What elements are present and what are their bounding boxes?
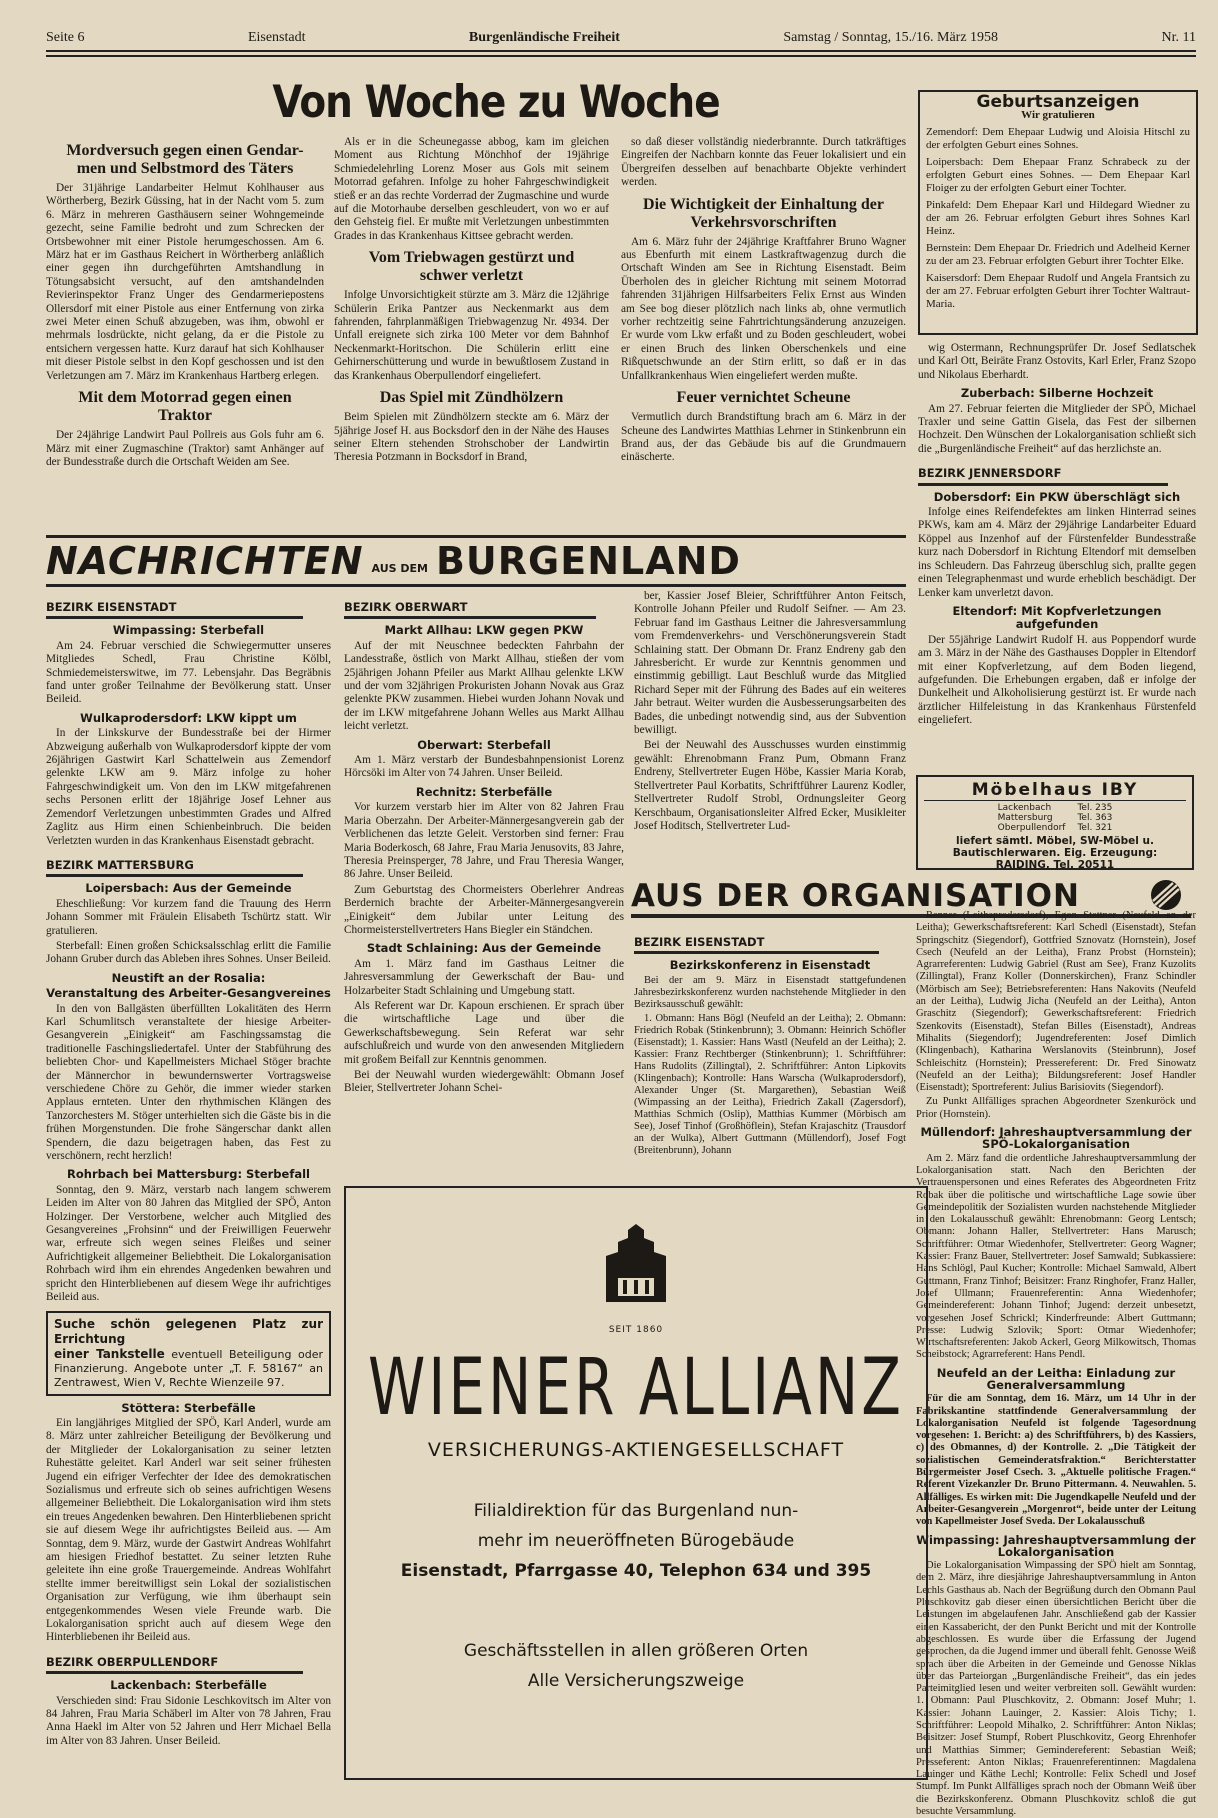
article-text: Der 55jährige Landwirt Rudolf H. aus Poppendorf wurde am 3. März in der Nähe des Gasthauses Doppler in Eltendorf mit einer Kopfverletzung, auf dem Boden liegend, aufgefunden. Die Erhebungen ergaben, daß er infolge der Dunkelheit und Alkoholisierung gestürzt ist. Er wurde nach ärztlicher Hilfeleistung in das Krankenhaus Fürstenfeld eingeliefert. xyxy=(918,633,1196,727)
column-3 xyxy=(621,136,906,531)
article-headline: Dobersdorf: Ein PKW überschlägt sich xyxy=(933,489,1181,504)
announcement: Pinkafeld: Dem Ehepaar Karl und Hildegard Wiedner zu der am 26. Februar erfolgten Geburt ihres Sohnes Karl Heinz. xyxy=(926,199,1190,237)
article-text: wig Ostermann, Rechnungsprüfer Dr. Josef Sedlatschek und Karl Ott, Beiräte Franz Ostovits, Karl Erler, Franz Szopo und Nikolaus Eberhardt. xyxy=(918,342,1196,381)
article-text: Als er in die Scheunegasse abbog, kam im gleichen Moment aus Richtung Mönchhof der 19jährige Schmiedelehrling Lorenz Moser aus Gols mit seinem Motorrad gefahren. Infolge zu hoher Fahrgeschwindigkeit stieß er an das rechte Vorderrad der Zugmaschine und wurde auf die Motorhaube derselben geschleudert, von wo er auf den Gehsteig fiel. Er mußte mit Verletzungen unbestimmten Grades in das Krankenhaus Kittsee gebracht werden. xyxy=(334,136,609,242)
district-heading: BEZIRK OBERPULLENDORF xyxy=(46,1653,303,1674)
district-heading: BEZIRK EISENSTADT xyxy=(46,598,303,619)
article-text: Am 2. März fand die ordentliche Jahreshauptversammlung der Lokalorganisation statt. Nach den Berichten der Vertrauenspersonen und eines Referates des Abgeordneten Fritz Robak über die politische und wirtschaftliche Lage sowie über Gemeindepolitik der Sozialisten wurden nachstehende Mitglieder in den Lokalausschuß gewählt: Ehrenobmann: Georg Lentsch; Obmann: Johann Haller, Stellvertreter: Hans Marusch; Schriftführer: Otmar Wiedenhofer, Stellvertreter: Georg Wagner; Kassier: Franz Bauer, Stellvertreter: Josef Samwald; Subkassiere: Hans Schlögl, Paul Kucher; Kontrolle: Michael Samwald, Albert Guttmann, Franz Tinhof; Beisitzer: Franz Ringhofer, Franz Haller, Josef Ullmann; Frauenreferentin: Anna Wiedenhofer; Gemeindereferent: Johann Tinhof; Jugend: derzeit unbesetzt, vorgesehen Josef Schrickl; Kinderfreunde: Albert Guttmann; Presse: Ludwig Szlovik; Sport: Otmar Wiedenhofer; Wirtschaftsreferenten: Jakob Ackerl, Georg Milkowitsch, Thomas Scheibstock; Agrarreferent: Hans Pendl. xyxy=(916,1152,1196,1361)
article-headline: Das Spiel mit Zündhölzern xyxy=(379,389,564,407)
furniture-ad-title: Möbelhaus IBY xyxy=(924,780,1186,801)
article-headline: Neufeld an der Leitha: Einladung zur Generalversammlung xyxy=(936,1365,1176,1392)
column-4 xyxy=(918,342,1196,767)
issue-date: Samstag / Sonntag, 15./16. März 1958 xyxy=(783,30,999,45)
newspaper-page xyxy=(46,30,1196,1818)
article-text: Der 24jährige Landwirt Paul Pollreis aus Gols fuhr am 6. März mit einer Zugmaschine (Traktor) samt Anhänger auf der Bundesstraße durch die Ortschaft Weiden am See. xyxy=(46,429,324,468)
district-heading: BEZIRK EISENSTADT xyxy=(634,933,879,954)
insurance-ad xyxy=(344,1186,928,1780)
article-text: Am 1. März verstarb der Bundesbahnpensionist Lorenz Hörcsöki im Alter von 74 Jahren. Unser Beileid. xyxy=(344,754,624,780)
column-1 xyxy=(46,136,324,531)
article-headline: Stöttera: Sterbefälle xyxy=(121,1400,256,1415)
issue-number: Nr. 11 xyxy=(1161,30,1196,45)
article-headline: Oberwart: Sterbefall xyxy=(417,737,551,752)
ad-line: Geschäftsstellen in allen größeren Orten xyxy=(463,1641,809,1661)
article-text: Die Lokalorganisation Wimpassing der SPÖ hielt am Sonntag, dem 2. März, ihre diesjährige Jahreshauptversammlung in Anton Lechls Gasthaus ab. Nach der Begrüßung durch den Obmann Paul Pluschkovitz gab dieser einen übersichtlichen Bericht über die Leistungen im abgelaufenen Jahr. Anschließend gab der Kassier einen Kassabericht, der den Punkt Bericht und mit der Kontrolle abgeschlossen. Es wurde über die Erfassung der Jugend gesprochen, da die Jugend immer und überall fehlt. Genosse Weiß sprach über die Arbeiten in der Gemeinde und Genosse Niklas über das Parteiorgan „Burgenländische Freiheit“, das ein jedes Parteimitglied lesen und weiter verbreiten soll. Gewählt wurden: 1. Obmann: Paul Pluschkovitz, 2. Obmann: Josef Muhr; 1. Kassier: Johann Lauinger, 2. Kassier: Alois Tichy; 1. Schriftführer: Leopold Mihalko, 2. Schriftführer: Anton Niklas; Beisitzer: Josef Stumpf, Robert Pluschkovitz, Georg Ehrenhofer und Matthias Simmer; Gemindereferent: Sebastian Weiß; Presseferent: Anton Niklas; Frauenreferentinnen: Magdalena Lauinger und Käthe Lechl; Kontrolle: Felix Schedl und Josef Stumpf. Im Punkt Allfälliges sprach noch der Obmann Weiß über die Bezirkskonferenz. Obmann Pluschkovitz schloß die gut besuchte Versammlung. xyxy=(916,1560,1196,1818)
page-number: Seite 6 xyxy=(46,30,85,45)
article-headline: Wimpassing: Sterbefall xyxy=(112,623,265,638)
birth-announcements-subtitle: Wir gratulieren xyxy=(1021,109,1095,121)
article-headline: Markt Allhau: LKW gegen PKW xyxy=(384,623,584,638)
column-b xyxy=(344,590,624,1180)
article-text: Der 31jährige Landarbeiter Helmut Kohlhauser aus Wörtherberg, Bezirk Güssing, hat in der Nacht vom 5. zum 6. März in mehreren Gasthäusern seiner Wohngemeinde gezecht, seine Familie bedroht und zum Schrecken der Ortsbewohner mit einer Pistole herumgeschossen. Am 6. März hat er im Gasthaus Reichert in Wörtherberg anläßlich einer gegen ihn durchgeführten Amtshandlung in Tötungsabsicht versucht, auf den amtshandelnden Revierinspektor Franz Unger des Gendarmeriepostens Ollersdorf mit einer Pistole aus einer Entfernung von zirka zwei Meter einen Schuß abzugeben, was ihm, obwohl er mehrmals losdrückte, nicht gelang, da er die Pistole zu entsichern vergessen hatte. Kurz darauf hat sich Kohlhauser mit dieser Pistole selbst in den Kopf geschossen und ist den Verletzungen am 7. März im Krankenhaus Hartberg erlegen. xyxy=(46,182,324,382)
article-text: Renner (Leithaprodersdorf), Egon Stettner (Neufeld an der Leitha); Gewerkschaftsreferent: Karl Schedl (Eisenstadt), Stefan Springschitz (Siegendorf), Gottfried Sznovatz (Hornstein), Josef Csech (Neufeld an der Leitha), Franz Probst (Hornstein); Agrarreferenten: Ludwig Gabriel (Rust am See), Franz Kuzolits (Zillingtal), Franz Koller (Donnerskirchen), Franz Schindler (Mörbisch am See); Betriebsreferenten: Hans Nakovits (Neufeld an der Leitha), Ludwig Jicha (Neufeld an der Leitha), Anton Graschitz (Siegendorf); Gewerkschaftsreferent: Friedrich Szenkovits (Eisenstadt), Stefan Billes (Eisenstadt), Andreas Mihalits (Siegendorf); Jugendreferenten: Josef Dimlich (Klingenbach), Katharina Werslanovits (Steinbrunn), Josef Schleischitz (Hornstein); Pressereferent: Dr. Fred Sinowatz (Neufeld an der Leitha); Bildungsreferent: Josef Handler (Eisenstadt); Sportreferent: Julius Barisiovits (Siegendorf). xyxy=(916,910,1196,1094)
furniture-ad xyxy=(916,775,1194,870)
party-arrows-icon xyxy=(1145,878,1187,912)
ad-brand: WIENER ALLIANZ xyxy=(367,1341,905,1433)
article-text: In der Linkskurve der Bundesstraße bei der Hirmer Abzweigung außerhalb von Wulkaprodersdorf kippte der vom 26jährigen Gastwirt Karl Schattelwein aus Zemendorf gelenkte LKW am 9. März infolge zu hoher Fahrgeschwindigkeit um. Von den im LKW mitgefahrenen sechs Personen erlitt der 18jährige Josef Lehner aus Zemendorf Verletzungen unbestimmten Grades und Alfred Zaglitz aus Hirm einen Schienbeinbruch. Die beiden Verletzten wurden in das Krankenhaus Eisenstadt gebracht. xyxy=(46,727,331,847)
article-headline: Die Wichtigkeit der Einhaltung der Verkehrsvorschriften xyxy=(643,195,884,231)
column-org-b xyxy=(916,910,1196,1818)
article-text: Für die am Sonntag, dem 16. März, um 14 Uhr in der Fabrikskantine stattfindende Generalversammlung der Lokalorganisation Neufeld ist folgende Tagesordnung vorgesehen: 1. Bericht: a) des Schriftführers, b) des Kassiers, c) des Obmannes, d) der Kontrolle. 2. „Die Tätigkeit der sozialistischen Gemeinderatsfraktion.“ Berichterstatter Bürgermeister Josef Csech. 3. „Aktuelle politische Fragen.“ Referent Vizekanzler Dr. Bruno Pittermann. 4. Neuwahlen. 5. Allfälliges. Es wirken mit: Die Jugendkapelle Neufeld und der Arbeiter-Gesangverein „Morgenrot“, beide unter der Leitung von Kapellmeister Josef Sveda. Der Lokalausschuß xyxy=(916,1393,1196,1528)
section-banner-nachrichten: NACHRICHTEN AUS DEM BURGENLAND xyxy=(46,535,906,587)
article-headline: Bezirkskonferenz in Eisenstadt xyxy=(669,958,871,973)
furniture-ad-branches: Lackenbach Tel. 235 Mattersburg Tel. 363 Oberpullendorf Tel. 321 xyxy=(997,803,1113,833)
article-headline: Vom Triebwagen gestürzt und schwer verletzt xyxy=(368,249,575,285)
section-banner-organisation: AUS DER ORGANISATION xyxy=(631,878,1191,918)
article-text: ber, Kassier Josef Bleier, Schriftführer Anton Feitsch, Kontrolle Johann Pfeiler und Rudolf Seifner. — Am 23. Februar fand im Gasthaus Leitner die Jahresversammlung vom Fremdenverkehrs- und Verschönerungsverein Stadt Schlaining statt. Der Obmann Dr. Franz Endreny gab den Jahresbericht. Er wurde zur Kenntnis genommen und einstimmig gebilligt. Laut Beschluß wurde das Mitglied Richard Seper mit der Führung des Bades auf ein weiteres Jahr betraut. Weiter wurden die Ausbesserungsarbeiten des Bades, die unbedingt notwendig sind, aus der Subvention bewilligt. xyxy=(634,590,906,737)
district-heading: BEZIRK OBERWART xyxy=(344,598,596,619)
article-text: Infolge Unvorsichtigkeit stürzte am 3. März die 12jährige Schülerin Erika Pantzer aus Neckenmarkt aus dem fahrenden, fahrplanmäßigen Triebwagenzug Nr. 4934. Der Unfall ereignete sich zirka 100 Meter vor dem Bahnhof Neckenmarkt-Horitschon. Die Schülerin erlitt eine Gehirnerschütterung und wurde in bewußtlosem Zustand in das Krankenhaus Oberpullendorf eingeliefert. xyxy=(334,289,609,382)
article-text: Bei der am 9. März in Eisenstadt stattgefundenen Jahresbezirkskonferenz wurden nachstehende Mitglieder in den Bezirksausschuß gewählt: xyxy=(634,974,906,1010)
announcement: Kaisersdorf: Dem Ehepaar Rudolf und Angela Frantsich zu der am 27. Februar erfolgten Geburt ihrer Tochter Waltraut-Maria. xyxy=(926,272,1190,310)
article-text: Zum Geburtstag des Chormeisters Oberlehrer Andreas Berdernich brachte der Arbeiter-Männergesangverein „Einigkeit“ dem Jubilar unter Leitung des Chormeisterstellvertreters Hans Biegler ein Ständchen. xyxy=(344,883,624,936)
article-text: Beim Spielen mit Zündhölzern steckte am 6. März der 5jährige Josef H. aus Bocksdorf den in der Nähe des Hauses seiner Eltern stehenden Strohschober der Landwirtin Theresia Potzmann in Bocksdorf in Brand, xyxy=(334,411,609,464)
article-text: Bei der Neuwahl des Ausschusses wurden einstimmig gewählt: Ehrenobmann Franz Pum, Obmann Franz Endreny, Stellvertreter Eugen Höbe, Kassier Maria Korab, Stellvertreter Paul Korbatits, Schriftführer Laurenz Kodler, Stellvertreter Rudolf Strobl, Ordnungsleiter Georg Kerschbaum, Organisationsleiter Alfred Ecker, Musikleiter Josef Hoditsch, Stellvertreter Lud- xyxy=(634,739,906,832)
birth-announcements-box xyxy=(918,90,1198,335)
article-headline: Mordversuch gegen einen Gendar- men und Selbstmord des Täters xyxy=(66,142,304,177)
article-text: Am 27. Februar feierten die Mitglieder der SPÖ, Michael Traxler und seine Gattin Gisela, das Fest der silbernen Hochzeit. Den Wünschen der Lokalorganisation schließt sich die „Burgenländische Freiheit“ auf das herzlichste an. xyxy=(918,402,1196,455)
article-text: Vor kurzem verstarb hier im Alter von 82 Jahren Frau Maria Oberzahn. Der Arbeiter-Männergesangverein gab der Verblichenen das letzte Geleit. Verstorben sind ferner: Frau Maria Boderkosch, 68 Jahre, Frau Maria Jenusovits, 83 Jahre, Theresia Preinsperger, 78 Jahre, und Frau Theresia Wanger, 86 Jahre. Unser Beileid. xyxy=(344,801,624,881)
column-a xyxy=(46,590,331,1785)
announcement: Zemendorf: Dem Ehepaar Ludwig und Aloisia Hitschl zu der erfolgten Geburt eines Sohnes. xyxy=(926,126,1190,151)
article-headline: Müllendorf: Jahreshauptversammlung der SPÖ-Lokalorganisation xyxy=(920,1125,1192,1152)
section-title-woche: Von Woche zu Woche xyxy=(272,76,720,129)
article-text: Sterbefall: Einen großen Schicksalsschlag erlitt die Familie Johann Gruber durch das Ableben ihres Sohnes. Unser Beileid. xyxy=(46,939,331,966)
article-headline: Wimpassing: Jahreshauptversammlung der Lokalorganisation xyxy=(916,1532,1196,1559)
header-city: Eisenstadt xyxy=(247,30,306,45)
ad-address: Eisenstadt, Pfarrgasse 40, Telephon 634 und 395 xyxy=(400,1561,872,1581)
article-headline: Wulkaprodersdorf: LKW kippt um xyxy=(80,710,297,725)
announcement: Loipersbach: Dem Ehepaar Franz Schrabeck zu der erfolgten Geburt eines Sohnes. — Dem Ehepaar Karl Floiger zu der erfolgten Geburt einer Tochter. xyxy=(926,156,1190,194)
article-headline: Mit dem Motorrad gegen einen Traktor xyxy=(78,389,292,425)
gas-station-ad: Suche schön gelegenen Platz zur Errichtung einer Tankstelle eventuell Beteiligung oder Finanzierung. Angebote unter „T. F. 58167“ an Zentrawest, Wien V, Rechte Wienzeile 97. xyxy=(46,1311,331,1396)
newspaper-name: Burgenländische Freiheit xyxy=(468,30,620,45)
ad-founded: SEIT 1860 xyxy=(608,1325,664,1335)
article-text: 1. Obmann: Hans Bögl (Neufeld an der Leitha); 2. Obmann: Friedrich Robak (Stinkenbrunn); 3. Obmann: Heinrich Schöfler (Eisenstadt); 1. Kassier: Hans Wastl (Neufeld an der Leitha); 2. Kassier: Franz Rechtberger (Stinkenbrunn); 1. Schriftführer: Hans Rudolits (Zillingtal), 2. Schriftführer: Anton Lipkovits (Klingenbach); Kontrolle: Hans Warscha (Wulkaprodersdorf), Alexander Unger (St. Margarethen), Sebastian Weiß (Wimpassing an der Leitha), Friedrich Zakall (Zagersdorf), Matthias Schmich (Oslip), Matthias Kummer (Mörbisch am See), Josef Tinhof (Großhöflein), Stefan Krajaschitz (Trausdorf an der Wulka), Albert Guttmann (Müllendorf), Josef Fogt (Breitenbrunn), Johann xyxy=(634,1012,906,1156)
article-text: Bei der Neuwahl wurden wiedergewählt: Obmann Josef Bleier, Stellvertreter Johann Schei- xyxy=(344,1069,624,1095)
article-headline: Stadt Schlaining: Aus der Gemeinde xyxy=(366,941,602,956)
article-text: Sonntag, den 9. März, verstarb nach langem schwerem Leiden im Alter von 80 Jahren das Mitglied der SPÖ, Anton Holzinger. Der Verstorbene, welcher auch Mitglied des Gesangvereines „Frohsinn“ und der Freiwilligen Feuerwehr war, erfreute sich wegen seines Fleißes und seiner Aufrichtigkeit allgemeiner Beliebtheit. Die Lokalorganisation Rohrbach wird ihm ein ehrendes Angedenken bewahren und spricht den Hinterbliebenen auf diesem Wege ihr aufrichtiges Beileid aus. xyxy=(46,1183,331,1304)
article-text: Auf der mit Neuschnee bedeckten Fahrbahn der Landesstraße, östlich von Markt Allhau, stießen der vom 25jährigen Johann Pfeiler aus Markt Allhau gelenkte LKW und der vom 32jährigen Prokuristen Johann Novak aus Graz gelenkte PKW zusammen. Hiebei wurden Johann Novak und der im LKW mitgefahrene Johann Welles aus Markt Allhau leicht verletzt. xyxy=(344,639,624,733)
header-rule xyxy=(46,55,1196,57)
article-text: Eheschließung: Vor kurzem fand die Trauung des Herrn Johann Sommer mit Fräulein Elisabeth Tschürtz statt. Wir gratulieren. xyxy=(46,897,331,937)
article-text: Am 6. März fuhr der 24jährige Kraftfahrer Bruno Wagner aus Ebenfurth mit einem Lastkraftwagenzug durch die Ortschaft Winden am See in Richtung Eisenstadt. Beim Überholen des in gleicher Richtung mit seinem Motorrad fahrenden 31jährigen Hilfsarbeiters Felix Ernst aus Winden am See bog dieser plötzlich nach links ab, ohne vermutlich vorher rechtzeitig seine Fahrtrichtungsänderung anzuzeigen. Er wurde vom Lkw erfaßt und zu Boden geschleudert, wobei er einen Bruch des linken Oberschenkels und eine Rißquetschwunde an der Stirn erlitt, so daß er in das Unfallkrankenhaus Wien eingeliefert werden mußte. xyxy=(621,235,906,382)
announcement: Bernstein: Dem Ehepaar Dr. Friedrich und Adelheid Kerner zu der am 23. Februar erfolgten Geburt ihrer Tochter Elke. xyxy=(926,242,1190,267)
article-text: Am 24. Februar verschied die Schwiegermutter unseres Mitgliedes Schedl, Frau Christine Kölbl, Schmiedemeisterswitwe, im 77. Lebensjahr. Das Begräbnis fand unter großer Teilnahme der Bevölkerung statt. Unser Beileid. xyxy=(46,639,331,706)
article-text: Als Referent war Dr. Kapoun erschienen. Er sprach über die wirtschaftliche Lage und über die Gewerkschaftsbewegung. Sein Referat war sehr aufschlußreich und wurde von den anwesenden Mitgliedern mit großem Beifall zur Kenntnis genommen. xyxy=(344,999,624,1066)
district-heading: BEZIRK JENNERSDORF xyxy=(918,464,1168,485)
article-text: so daß dieser vollständig niederbrannte. Durch tatkräftiges Eingreifen der Nachbarn konnte das Feuer lokalisiert und ein Übergreifen desselben auf benachbarte Objekte verhindert werden. xyxy=(621,136,906,189)
article-headline: Feuer vernichtet Scheune xyxy=(676,389,851,407)
article-text: Infolge eines Reifendefektes am linken Hinterrad seines PKWs, kam am 4. März der 29jährige Landarbeiter Eduard Köppel aus Inzenhof auf der Fürstenfelder Bundesstraße kurz nach Dobersdorf in Richtung Eltendorf mit demselben ins Schleudern. Das Fahrzeug überschlug sich, prallte gegen einen Telegraphenmast und wurde erheblich beschädigt. Der Lenker kam unverletzt davon. xyxy=(918,506,1196,599)
article-headline: Rechnitz: Sterbefälle xyxy=(415,784,553,799)
article-text: Zu Punkt Allfälliges sprachen Abgeordneter Szenkuröck und Prior (Hornstein). xyxy=(916,1096,1196,1120)
article-headline: Rohrbach bei Mattersburg: Sterbefall xyxy=(67,1167,310,1182)
column-2 xyxy=(334,136,609,531)
ad-line: Filialdirektion für das Burgenland nun- xyxy=(473,1501,799,1521)
fortress-logo-icon xyxy=(588,1220,684,1316)
article-headline: Loipersbach: Aus der Gemeinde xyxy=(85,881,292,896)
ad-line: mehr im neueröffneten Bürogebäude xyxy=(477,1531,795,1551)
page-header xyxy=(46,30,1196,52)
article-headline: Lackenbach: Sterbefälle xyxy=(110,1678,267,1693)
article-text: Vermutlich durch Brandstiftung brach am 6. März in der Scheune des Landwirtes Matthias Lehrner in Stinkenbrunn ein Brand aus, der das Gebäude bis auf die Grundmauern einäscherte. xyxy=(621,411,906,464)
article-headline: Neustift an der Rosalia: xyxy=(111,970,266,985)
district-heading: BEZIRK MATTERSBURG xyxy=(46,856,303,877)
article-headline: Eltendorf: Mit Kopfverletzungen aufgefunden xyxy=(952,603,1162,632)
article-text: In den von Ballgästen überfüllten Lokalitäten des Herrn Karl Schumlitsch veranstaltete der hiesige Arbeiter-Gesangverein „Einigkeit“ am Faschingssamstag die traditionelle Faschingsliedertafel. Unter der Stabführung des beliebten Chor- und Kapellmeisters Michael Stöger brachte der Männerchor in bewundernswerter Vortragsweise verschiedene Chöre zu Gehör, die immer wieder starken Applaus ernteten. Unter den rhythmischen Klängen des Tanzorchesters M. Stöger unterhielten sich die Gäste bis in die frühen Morgenstunden. Die frohe Sängerschar dankt allen Spendern, die dazu beigetragen haben, das Fest zu verschönern, recht herzlich! xyxy=(46,1002,331,1163)
furniture-ad-footer: liefert sämtl. Möbel, SW-Möbel u. Bautischlerwaren. Eig. Erzeugung: RAIDING, Tel. 20511 xyxy=(952,835,1158,871)
column-c xyxy=(634,590,906,870)
article-text: Ein langjähriges Mitglied der SPÖ, Karl Anderl, wurde am 8. März unter zahlreicher Beteiligung der Bevölkerung und der Mitglieder der Lokalorganisation zu seiner letzten Ruhestätte geleitet. Karl Anderl war seit seiner frühesten Jugend ein eifriger Verfechter der Idee des demokratischen Sozialismus und erfreute sich ob seines aufrichtigen Wesens allgemeiner Beliebtheit. Die Lokalorganisation wird ihm stets ein treues Angedenken bewahren. Den Hinterbliebenen spricht sie auf diesem Wege ihr aufrichtigstes Beileid aus. — Am Sonntag, dem 9. März, wurde der Gastwirt Andreas Wohlfahrt am hiesigen Friedhof bestattet. Zu seiner letzten Ruhe geleitete ihn eine große Trauergemeinde. Andreas Wohlfahrt stellte immer bereitwilligst sein Lokal der sozialistischen Organisation zur Verfügung, wie ihm überhaupt sein entgegenkommendes Wesen viele Freunde warb. Die Lokalorganisation spricht auch auf diesem Wege den Hinterbliebenen ihr Beileid aus. xyxy=(46,1416,331,1644)
article-text: Verschieden sind: Frau Sidonie Leschkovitsch im Alter von 84 Jahren, Frau Maria Schäberl im Alter von 78 Jahren, Frau Anna Haekl im Alter von 52 Jahren und Herr Michael Bella im Alter von 83 Jahren. Unser Beileid. xyxy=(46,1694,331,1747)
article-headline: Zuberbach: Silberne Hochzeit xyxy=(960,386,1154,401)
ad-line: Alle Versicherungszweige xyxy=(527,1671,745,1691)
ad-subtitle: VERSICHERUNGS-AKTIENGESELLSCHAFT xyxy=(427,1439,845,1461)
birth-announcements-title: Geburtsanzeigen xyxy=(976,92,1140,112)
article-text: Am 1. März fand im Gasthaus Leitner die Jahresversammlung der Gewerkschaft der Bau- und Holzarbeiter Stadt Schlaining und Umgebung statt. xyxy=(344,957,624,997)
column-org-a xyxy=(634,925,906,1183)
article-headline: Veranstaltung des Arbeiter-Gesangvereines xyxy=(46,986,331,1001)
